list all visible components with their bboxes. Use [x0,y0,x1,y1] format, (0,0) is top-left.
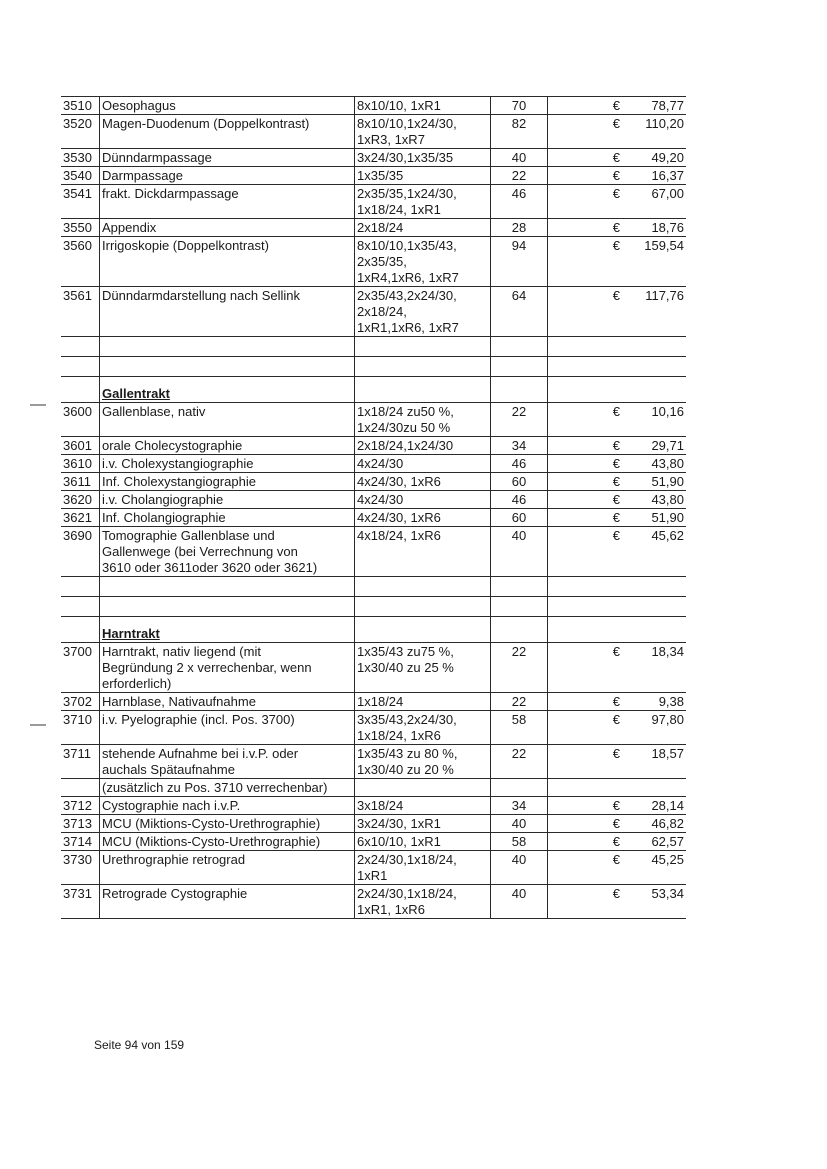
position-code: 3620 [61,491,100,509]
spacer-row [61,337,686,357]
points: 40 [491,149,548,167]
position-code: 3700 [61,643,100,693]
description-line: frakt. Dickdarmpassage [102,186,239,201]
points: 58 [491,711,548,745]
film-format-line: 1xR1,1xR6, 1xR7 [357,320,459,335]
film-format-line: 8x10/10,1x24/30, [357,116,457,131]
film-format [355,527,491,577]
description-line: orale Cholecystographie [102,438,243,453]
empty-cell [548,377,623,403]
position-code: 3710 [61,711,100,745]
film-format-line: 4x24/30 [357,456,404,471]
page-footer: Seite 94 von 159 [94,1038,185,1052]
table-row [61,693,686,711]
description [100,185,355,219]
empty-cell [100,577,355,597]
empty-cell [491,377,548,403]
table-row [61,455,686,473]
amount: 159,54 [622,237,686,287]
points: 58 [491,833,548,851]
film-format [355,287,491,337]
film-format-line: 4x18/24, 1xR6 [357,528,441,543]
description-line: Begründung 2 x verrechenbar, wenn [102,660,312,675]
table-row [61,833,686,851]
description-line: stehende Aufnahme bei i.v.P. oder [102,746,299,761]
table-row [61,97,686,115]
description [100,97,355,115]
points: 70 [491,97,548,115]
film-format [355,885,491,919]
points: 34 [491,437,548,455]
tariff-table [61,96,686,919]
empty-cell [622,357,686,377]
description-line: Cystographie nach i.v.P. [102,798,241,813]
amount: 117,76 [622,287,686,337]
table-row [61,885,686,919]
description [100,643,355,693]
description-line: Dünndarmdarstellung nach Sellink [102,288,301,303]
amount: 29,71 [622,437,686,455]
currency-symbol: € [548,491,623,509]
description [100,851,355,885]
amount: 97,80 [622,711,686,745]
currency-symbol: € [548,711,623,745]
empty-cell [61,337,100,357]
empty-cell [548,577,623,597]
description [100,711,355,745]
empty-cell [491,337,548,357]
description-line: Appendix [102,220,157,235]
position-code: 3520 [61,115,100,149]
film-format [355,237,491,287]
film-format-line: 8x10/10,1x35/43, [357,238,457,253]
empty-cell [61,357,100,377]
currency-symbol: € [548,473,623,491]
points: 60 [491,473,548,491]
film-format [355,797,491,815]
description-line: i.v. Cholexystangiographie [102,456,254,471]
amount: 28,14 [622,797,686,815]
film-format-line: 1x30/40 zu 20 % [357,762,454,777]
description [100,509,355,527]
empty-cell [355,577,491,597]
description-line: erforderlich) [102,676,172,691]
film-format [355,833,491,851]
position-code: 3690 [61,527,100,577]
points [491,779,548,797]
tariff-table-body [61,97,686,919]
film-format-line: 1x30/40 zu 25 % [357,660,454,675]
description [100,745,355,779]
empty-cell [622,337,686,357]
amount: 45,25 [622,851,686,885]
amount: 18,57 [622,745,686,779]
points: 82 [491,115,548,149]
empty-cell [100,337,355,357]
points: 28 [491,219,548,237]
amount: 51,90 [622,473,686,491]
film-format-line: 2x18/24,1x24/30 [357,438,454,453]
film-format [355,711,491,745]
amount: 53,34 [622,885,686,919]
currency-symbol: € [548,455,623,473]
position-code: 3530 [61,149,100,167]
position-code: 3610 [61,455,100,473]
film-format-line: 1xR3, 1xR7 [357,132,425,147]
empty-cell [491,577,548,597]
currency-symbol: € [548,237,623,287]
points: 46 [491,491,548,509]
position-code: 3540 [61,167,100,185]
empty-cell [355,377,491,403]
empty-cell [61,617,100,643]
film-format-line: 3x24/30,1x35/35 [357,150,454,165]
empty-cell [100,617,355,643]
table-row [61,779,686,797]
film-format [355,167,491,185]
empty-cell [548,337,623,357]
amount: 45,62 [622,527,686,577]
description-line: Dünndarmpassage [102,150,212,165]
film-format-line: 1xR1 [357,868,388,883]
section-heading-row [61,617,686,643]
description-line: Inf. Cholangiographie [102,510,226,525]
points: 40 [491,885,548,919]
points: 94 [491,237,548,287]
table-row [61,509,686,527]
amount: 43,80 [622,491,686,509]
position-code: 3550 [61,219,100,237]
amount: 18,34 [622,643,686,693]
empty-cell [491,357,548,377]
film-format [355,779,491,797]
amount: 67,00 [622,185,686,219]
description [100,437,355,455]
film-format-line: 1x18/24 zu50 %, [357,404,454,419]
film-format-line: 1x35/35 [357,168,404,183]
description [100,779,355,797]
position-code: 3730 [61,851,100,885]
description-line: (zusätzlich zu Pos. 3710 verrechenbar) [102,780,328,795]
points: 34 [491,797,548,815]
description [100,403,355,437]
description [100,237,355,287]
film-format [355,851,491,885]
currency-symbol: € [548,149,623,167]
points: 40 [491,815,548,833]
empty-cell [622,617,686,643]
table-row [61,237,686,287]
currency-symbol: € [548,403,623,437]
empty-cell [100,597,355,617]
currency-symbol: € [548,851,623,885]
section-heading-row [61,377,686,403]
currency-symbol: € [548,185,623,219]
spacer-row [61,357,686,377]
film-format [355,403,491,437]
film-format [355,455,491,473]
currency-symbol: € [548,167,623,185]
currency-symbol: € [548,815,623,833]
currency-symbol: € [548,885,623,919]
position-code: 3601 [61,437,100,455]
amount: 43,80 [622,455,686,473]
table-row [61,815,686,833]
points: 22 [491,167,548,185]
position-code: 3711 [61,745,100,779]
film-format-line: 4x24/30 [357,492,404,507]
points: 40 [491,527,548,577]
description [100,149,355,167]
currency-symbol: € [548,833,623,851]
table-row [61,851,686,885]
table-row [61,403,686,437]
film-format [355,115,491,149]
table-row [61,711,686,745]
description-line: Oesophagus [102,98,176,113]
empty-cell [100,377,355,403]
film-format [355,149,491,167]
section-heading: Harntrakt [102,626,160,641]
film-format [355,745,491,779]
points: 22 [491,693,548,711]
amount [622,779,686,797]
description [100,833,355,851]
currency-symbol: € [548,693,623,711]
table-row [61,643,686,693]
film-format-line: 1x18/24, 1xR6 [357,728,441,743]
currency-symbol: € [548,509,623,527]
position-code: 3561 [61,287,100,337]
spacer-row [61,577,686,597]
table-row [61,437,686,455]
position-code: 3510 [61,97,100,115]
film-format [355,473,491,491]
points: 46 [491,455,548,473]
empty-cell [548,617,623,643]
position-code: 3702 [61,693,100,711]
description-line: Gallenblase, nativ [102,404,206,419]
film-format [355,97,491,115]
description-line: Harntrakt, nativ liegend (mit [102,644,261,659]
film-format [355,185,491,219]
empty-cell [61,577,100,597]
position-code [61,779,100,797]
amount: 10,16 [622,403,686,437]
table-row [61,527,686,577]
film-format [355,693,491,711]
currency-symbol: € [548,643,623,693]
currency-symbol: € [548,219,623,237]
position-code: 3611 [61,473,100,491]
description-line: i.v. Cholangiographie [102,492,224,507]
currency-symbol: € [548,437,623,455]
amount: 110,20 [622,115,686,149]
punch-mark [30,724,46,726]
description [100,693,355,711]
film-format [355,815,491,833]
film-format [355,219,491,237]
position-code: 3731 [61,885,100,919]
description-line: auchals Spätaufnahme [102,762,235,777]
table-row [61,287,686,337]
position-code: 3621 [61,509,100,527]
currency-symbol: € [548,527,623,577]
amount: 51,90 [622,509,686,527]
points: 60 [491,509,548,527]
film-format-line: 1xR1, 1xR6 [357,902,425,917]
film-format-line: 1x35/43 zu 80 %, [357,746,458,761]
film-format-line: 2x18/24 [357,220,404,235]
table-row [61,185,686,219]
description-line: MCU (Miktions-Cysto-Urethrographie) [102,816,321,831]
empty-cell [355,597,491,617]
description-line: MCU (Miktions-Cysto-Urethrographie) [102,834,321,849]
film-format [355,491,491,509]
film-format-line: 3x35/43,2x24/30, [357,712,457,727]
description [100,287,355,337]
description-line: Gallenwege (bei Verrechnung von [102,544,298,559]
currency-symbol: € [548,97,623,115]
description-line: 3610 oder 3611oder 3620 oder 3621) [102,560,318,575]
amount: 9,38 [622,693,686,711]
currency-symbol: € [548,287,623,337]
currency-symbol [548,779,623,797]
spacer-row [61,597,686,617]
amount: 18,76 [622,219,686,237]
empty-cell [355,337,491,357]
description-line: Retrograde Cystographie [102,886,248,901]
empty-cell [355,617,491,643]
description-line: Darmpassage [102,168,183,183]
description [100,167,355,185]
points: 64 [491,287,548,337]
description-line: Harnblase, Nativaufnahme [102,694,256,709]
film-format-line: 1x24/30zu 50 % [357,420,451,435]
film-format-line: 1xR4,1xR6, 1xR7 [357,270,459,285]
film-format [355,643,491,693]
amount: 78,77 [622,97,686,115]
points: 22 [491,643,548,693]
table-row [61,115,686,149]
description [100,473,355,491]
points: 22 [491,745,548,779]
description [100,885,355,919]
empty-cell [100,357,355,377]
amount: 16,37 [622,167,686,185]
currency-symbol: € [548,797,623,815]
empty-cell [622,377,686,403]
film-format-line: 1x18/24, 1xR1 [357,202,441,217]
description [100,455,355,473]
punch-mark [30,404,46,406]
film-format-line: 4x24/30, 1xR6 [357,474,441,489]
film-format-line: 2x24/30,1x18/24, [357,852,457,867]
description-line: Magen-Duodenum (Doppelkontrast) [102,116,310,131]
film-format-line: 2x18/24, [357,304,407,319]
points: 46 [491,185,548,219]
position-code: 3713 [61,815,100,833]
points: 40 [491,851,548,885]
film-format-line: 2x35/35, [357,254,407,269]
film-format [355,437,491,455]
film-format-line: 8x10/10, 1xR1 [357,98,441,113]
description [100,527,355,577]
description-line: i.v. Pyelographie (incl. Pos. 3700) [102,712,295,727]
empty-cell [491,597,548,617]
description-line: Inf. Cholexystangiographie [102,474,256,489]
position-code: 3712 [61,797,100,815]
table-row [61,167,686,185]
empty-cell [548,597,623,617]
film-format-line: 3x18/24 [357,798,404,813]
film-format [355,509,491,527]
currency-symbol: € [548,745,623,779]
film-format-line: 4x24/30, 1xR6 [357,510,441,525]
description [100,815,355,833]
empty-cell [622,597,686,617]
currency-symbol: € [548,115,623,149]
section-heading: Gallentrakt [102,386,170,401]
empty-cell [622,577,686,597]
amount: 62,57 [622,833,686,851]
amount: 46,82 [622,815,686,833]
empty-cell [548,357,623,377]
amount: 49,20 [622,149,686,167]
film-format-line: 6x10/10, 1xR1 [357,834,441,849]
table-row [61,219,686,237]
table-row [61,473,686,491]
description [100,491,355,509]
empty-cell [355,357,491,377]
film-format-line: 1x35/43 zu75 %, [357,644,454,659]
position-code: 3560 [61,237,100,287]
position-code: 3714 [61,833,100,851]
film-format-line: 1x18/24 [357,694,404,709]
description [100,797,355,815]
description-line: Tomographie Gallenblase und [102,528,275,543]
points: 22 [491,403,548,437]
film-format-line: 2x24/30,1x18/24, [357,886,457,901]
description-line: Irrigoskopie (Doppelkontrast) [102,238,269,253]
film-format-line: 2x35/43,2x24/30, [357,288,457,303]
film-format-line: 2x35/35,1x24/30, [357,186,457,201]
position-code: 3600 [61,403,100,437]
table-row [61,745,686,779]
description [100,115,355,149]
description-line: Urethrographie retrograd [102,852,246,867]
table-row [61,149,686,167]
empty-cell [491,617,548,643]
table-row [61,491,686,509]
table-row [61,797,686,815]
empty-cell [61,377,100,403]
film-format-line: 3x24/30, 1xR1 [357,816,441,831]
description [100,219,355,237]
empty-cell [61,597,100,617]
position-code: 3541 [61,185,100,219]
